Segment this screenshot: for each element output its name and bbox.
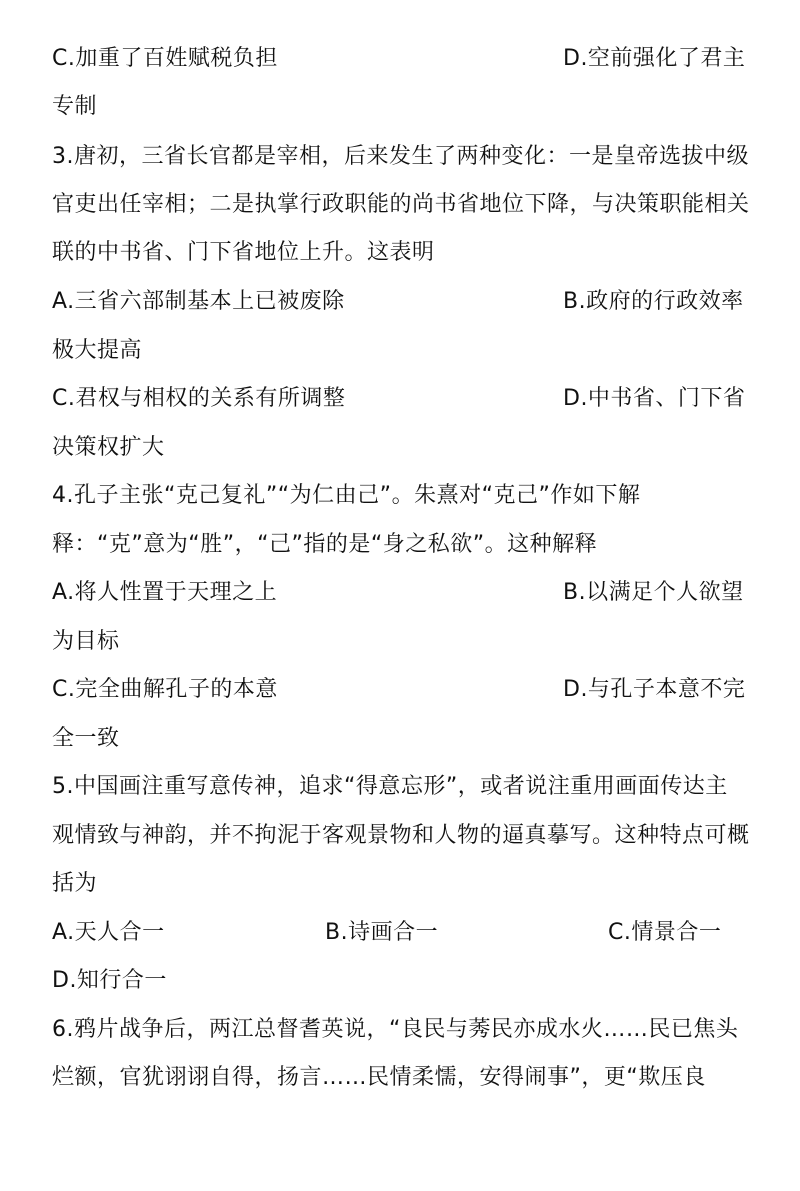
option-c-q3: C.君权与相权的关系有所调整 xyxy=(52,386,346,411)
question-3-line-1: 3.唐初，三省长官都是宰相，后来发生了两种变化：一是皇帝选拔中级 xyxy=(52,144,749,169)
option-b-q3: B.政府的行政效率 xyxy=(563,289,744,314)
option-c-q4: C.完全曲解孔子的本意 xyxy=(52,677,278,702)
option-d-q3-continued: 决策权扩大 xyxy=(52,435,165,460)
question-5-line-2: 观情致与神韵，并不拘泥于客观景物和人物的逼真摹写。这种特点可概 xyxy=(52,823,750,848)
option-d-q3: D.中书省、门下省 xyxy=(563,386,746,411)
option-d-q2: D.空前强化了君主 xyxy=(563,46,746,71)
option-b-q4-continued: 为目标 xyxy=(52,629,120,654)
question-4-line-1: 4.孔子主张“克己复礼”“为仁由己”。朱熹对“克己”作如下解 xyxy=(52,483,641,508)
option-a-q5: A.天人合一 xyxy=(52,920,165,945)
option-b-q3-continued: 极大提高 xyxy=(52,338,143,363)
option-c-q2: C.加重了百姓赋税负担 xyxy=(52,46,278,71)
question-4-line-2: 释：“克”意为“胜”，“己”指的是“身之私欲”。这种解释 xyxy=(52,532,598,557)
option-b-q4: B.以满足个人欲望 xyxy=(563,580,744,605)
option-a-q3: A.三省六部制基本上已被废除 xyxy=(52,289,345,314)
option-d-q2-continued: 专制 xyxy=(52,94,98,119)
option-d-q4-continued: 全一致 xyxy=(52,726,120,751)
option-b-q5: B.诗画合一 xyxy=(325,920,439,945)
question-6-line-1: 6.鸦片战争后，两江总督耆英说，“良民与莠民亦成水火……民已焦头 xyxy=(52,1017,739,1042)
question-3-line-2: 官吏出任宰相；二是执掌行政职能的尚书省地位下降，与决策职能相关 xyxy=(52,192,750,217)
question-6-line-2: 烂额，官犹诩诩自得，扬言……民情柔懦，安得闹事”，更“欺压良 xyxy=(52,1065,706,1090)
question-5-line-1: 5.中国画注重写意传神，追求“得意忘形”，或者说注重用画面传达主 xyxy=(52,774,728,799)
option-c-q5: C.情景合一 xyxy=(608,920,722,945)
question-5-line-3: 括为 xyxy=(52,871,98,896)
option-d-q4: D.与孔子本意不完 xyxy=(563,677,746,702)
question-3-line-3: 联的中书省、门下省地位上升。这表明 xyxy=(52,240,435,265)
option-d-q5: D.知行合一 xyxy=(52,968,167,993)
option-a-q4: A.将人性置于天理之上 xyxy=(52,580,278,605)
